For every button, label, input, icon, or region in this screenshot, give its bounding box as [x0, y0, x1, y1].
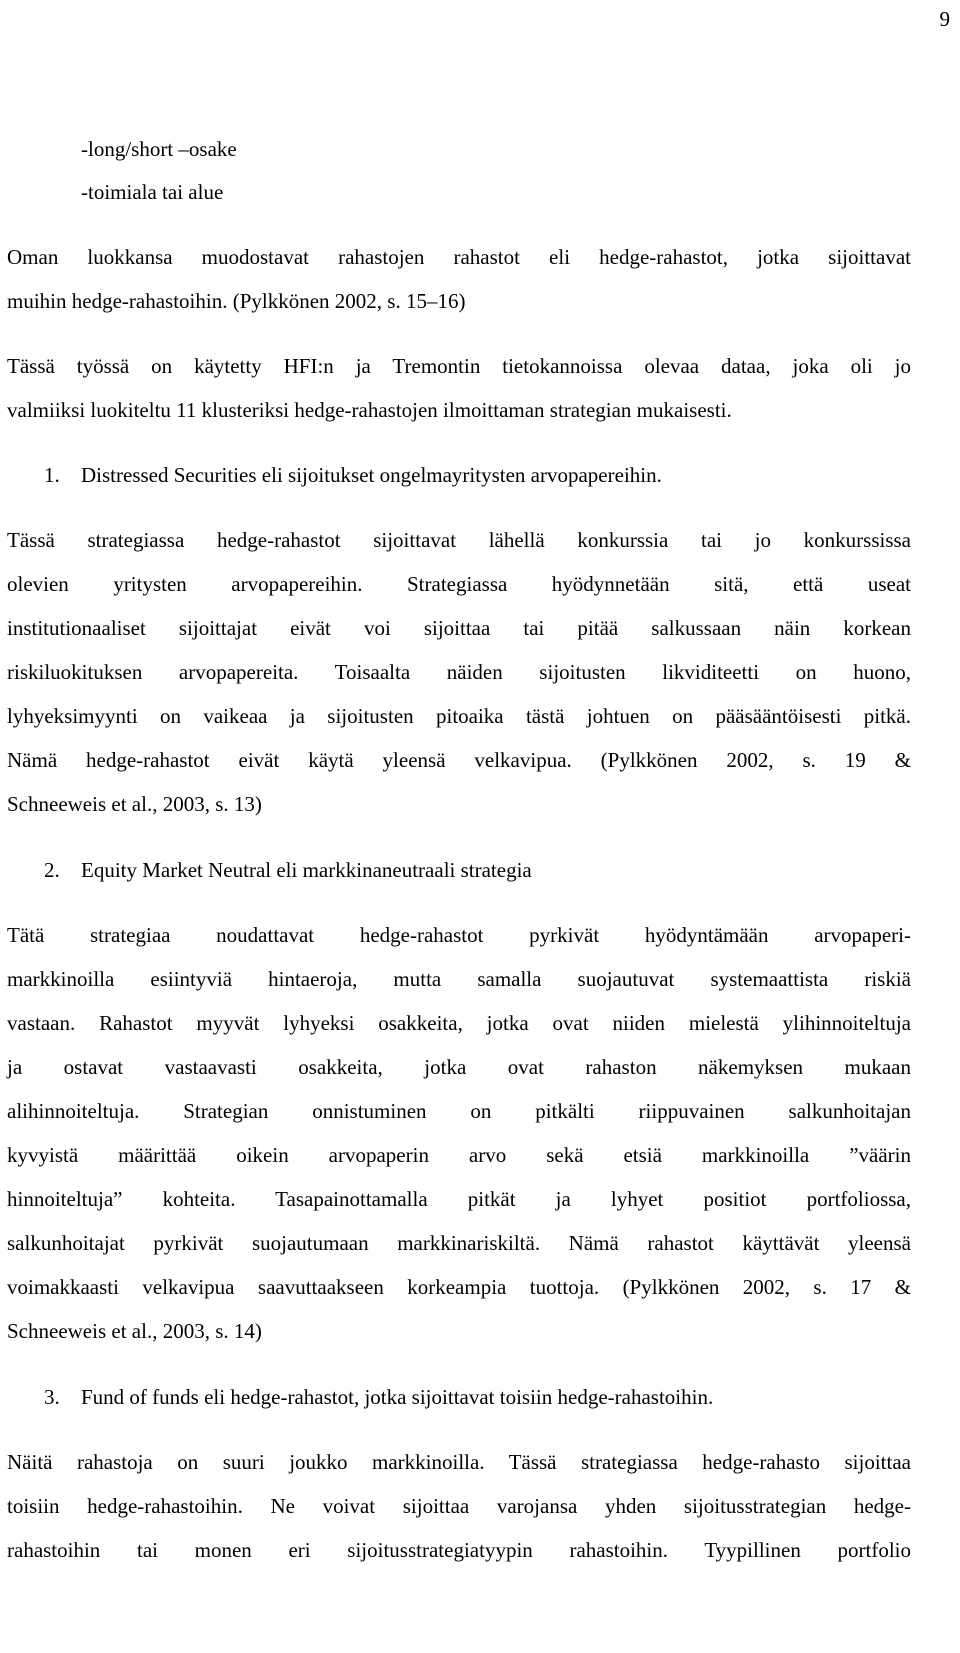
paragraph-line: salkunhoitajat pyrkivät suojautumaan markkinariskiltä. Nämä rahastot käyttävät yleensä	[7, 1231, 911, 1255]
paragraph-line: Schneeweis et al., 2003, s. 13)	[7, 792, 262, 816]
page-number: 9	[939, 7, 950, 31]
paragraph-line: Tässä strategiassa hedge-rahastot sijoittavat lähellä konkurssia tai jo konkurssissa	[7, 528, 911, 552]
paragraph-line: valmiiksi luokiteltu 11 klusteriksi hedge-rahastojen ilmoittaman strategian mukaisesti.	[7, 398, 732, 422]
paragraph-line: Tässä työssä on käytetty HFI:n ja Tremontin tietokannoissa olevaa dataa, joka oli jo	[7, 354, 911, 378]
section-heading: Distressed Securities eli sijoitukset ongelmayritysten arvopapereihin.	[81, 463, 662, 487]
paragraph-line: hinnoiteltuja” kohteita. Tasapainottamalla pitkät ja lyhyet positiot portfoliossa,	[7, 1187, 911, 1211]
paragraph-line: Nämä hedge-rahastot eivät käytä yleensä velkavipua. (Pylkkönen 2002, s. 19 &	[7, 748, 911, 772]
paragraph-line: toisiin hedge-rahastoihin. Ne voivat sijoittaa varojansa yhden sijoitusstrategian hedge-	[7, 1494, 911, 1518]
paragraph-line: riskiluokituksen arvopapereita. Toisaalta näiden sijoitusten likviditeetti on huono,	[7, 660, 911, 684]
paragraph-line: institutionaaliset sijoittajat eivät voi sijoittaa tai pitää salkussaan näin korkean	[7, 616, 911, 640]
paragraph-line: ja ostavat vastaavasti osakkeita, jotka ovat rahaston näkemyksen mukaan	[7, 1055, 911, 1079]
paragraph-line: Oman luokkansa muodostavat rahastojen rahastot eli hedge-rahastot, jotka sijoittavat	[7, 245, 911, 269]
paragraph-line: muihin hedge-rahastoihin. (Pylkkönen 2002, s. 15–16)	[7, 289, 466, 313]
list-item: -toimiala tai alue	[81, 180, 224, 204]
paragraph-line: rahastoihin tai monen eri sijoitusstrategiatyypin rahastoihin. Tyypillinen portfolio	[7, 1538, 911, 1562]
paragraph-line: Tätä strategiaa noudattavat hedge-rahastot pyrkivät hyödyntämään arvopaperi-	[7, 923, 911, 947]
paragraph-line: olevien yritysten arvopapereihin. Strategiassa hyödynnetään sitä, että useat	[7, 572, 911, 596]
section-number: 1.	[44, 463, 60, 487]
section-number: 2.	[44, 858, 60, 882]
paragraph-line: markkinoilla esiintyviä hintaeroja, mutta samalla suojautuvat systemaattista riskiä	[7, 967, 911, 991]
section-heading: Equity Market Neutral eli markkinaneutraali strategia	[81, 858, 532, 882]
paragraph-line: Näitä rahastoja on suuri joukko markkinoilla. Tässä strategiassa hedge-rahasto sijoittaa	[7, 1450, 911, 1474]
paragraph-line: lyhyeksimyynti on vaikeaa ja sijoitusten pitoaika tästä johtuen on pääsääntöisesti pitkä.	[7, 704, 911, 728]
section-number: 3.	[44, 1385, 60, 1409]
paragraph-line: alihinnoiteltuja. Strategian onnistuminen on pitkälti riippuvainen salkunhoitajan	[7, 1099, 911, 1123]
paragraph-line: kyvyistä määrittää oikein arvopaperin arvo sekä etsiä markkinoilla ”väärin	[7, 1143, 911, 1167]
section-heading: Fund of funds eli hedge-rahastot, jotka sijoittavat toisiin hedge-rahastoihin.	[81, 1385, 714, 1409]
paragraph-line: Schneeweis et al., 2003, s. 14)	[7, 1319, 262, 1343]
list-item: -long/short –osake	[81, 137, 237, 161]
paragraph-line: vastaan. Rahastot myyvät lyhyeksi osakkeita, jotka ovat niiden mielestä ylihinnoiteltuja	[7, 1011, 911, 1035]
paragraph-line: voimakkaasti velkavipua saavuttaakseen korkeampia tuottoja. (Pylkkönen 2002, s. 17 &	[7, 1275, 911, 1299]
